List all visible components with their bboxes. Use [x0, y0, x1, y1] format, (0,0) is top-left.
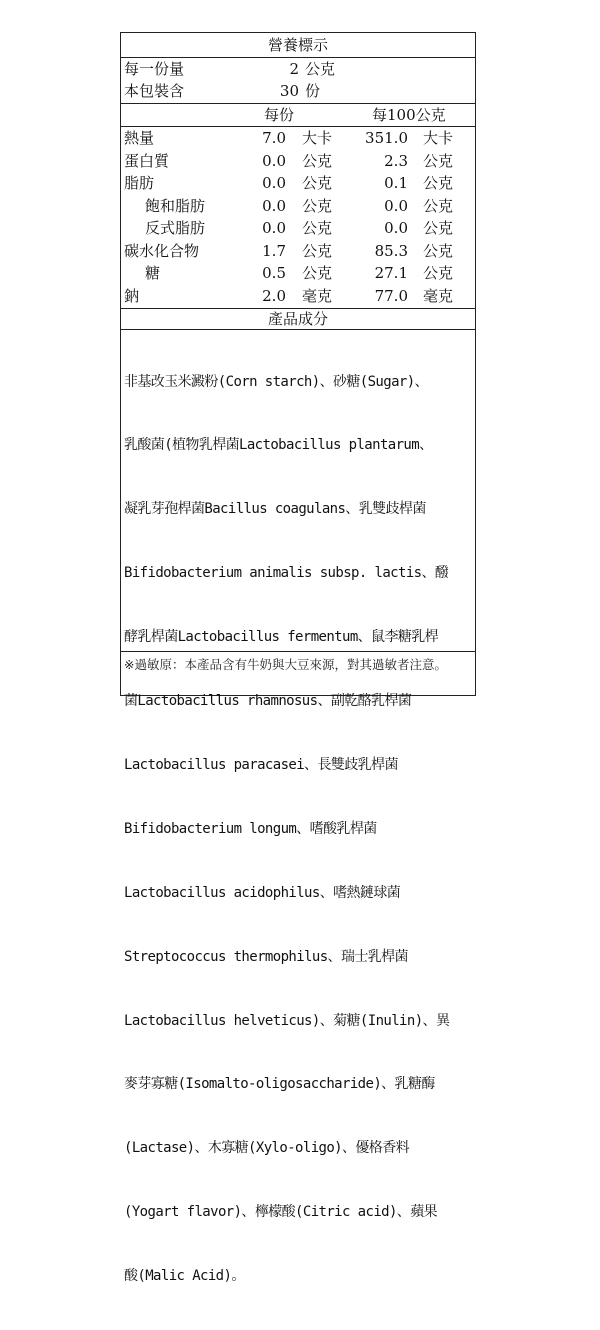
- per-100g-amount: 77.0: [374, 286, 408, 305]
- per-serving-amount: 7.0: [262, 129, 286, 147]
- per-100g-unit: 公克: [423, 219, 454, 237]
- nutrient-name: 蛋白質: [124, 151, 170, 170]
- per-100g-amount: 0.0: [384, 196, 408, 215]
- per-100g-unit: 公克: [423, 151, 454, 170]
- per-serving-unit: 大卡: [302, 129, 333, 147]
- per-serving-amount: 1.7: [262, 241, 286, 260]
- ingredients-line: Lactobacillus acidophilus、嗜熱鏈球菌: [124, 884, 401, 901]
- ingredients-line: Lactobacillus helveticus)、菊糖(Inulin)、異: [124, 1012, 450, 1029]
- ingredients-line: 乳酸菌(植物乳桿菌Lactobacillus plantarum、: [124, 437, 433, 454]
- allergen-note: ※過敏原：本產品含有牛奶與大豆來源，對其過敏者注意。: [124, 657, 447, 672]
- ingredients-line: Bifidobacterium longum、嗜酸乳桿菌: [124, 820, 377, 837]
- nutrient-name: 飽和脂肪: [145, 196, 206, 215]
- per-serving-unit: 公克: [302, 151, 333, 170]
- ingredients-line: 凝乳芽孢桿菌Bacillus coagulans、乳雙歧桿菌: [124, 501, 426, 518]
- nutrient-name: 鈉: [124, 286, 140, 305]
- per-100g-unit: 公克: [423, 241, 454, 260]
- col-per-100g: 每100公克: [372, 106, 446, 124]
- nutrient-table: [121, 127, 475, 307]
- per-serving-unit: 公克: [302, 196, 333, 215]
- divider: [121, 651, 475, 652]
- per-serving-amount: 0.0: [262, 196, 286, 215]
- per-serving-unit: 公克: [302, 174, 333, 192]
- ingredients-line: 麥芽寡糖(Isomalto-oligosaccharide)、乳糖酶: [124, 1076, 435, 1093]
- per-serving-amount: 0.0: [262, 174, 286, 192]
- per-serving-unit: 毫克: [302, 286, 333, 305]
- ingredients-line: Streptococcus thermophilus、瑞士乳桿菌: [124, 948, 408, 965]
- per-serving-unit: 公克: [302, 264, 333, 282]
- per-100g-unit: 公克: [423, 196, 454, 215]
- servings-value: 30: [279, 82, 299, 100]
- label-title: 營養標示: [267, 36, 328, 54]
- per-serving-unit: 公克: [305, 60, 336, 78]
- per-100g-unit: 大卡: [423, 129, 454, 147]
- per-serving-label: 每一份量: [124, 60, 185, 78]
- per-100g-unit: 公克: [423, 264, 454, 282]
- servings-unit: 份: [305, 82, 321, 100]
- ingredients-line: 非基改玉米澱粉(Corn starch)、砂糖(Sugar)、: [124, 373, 428, 390]
- per-100g-unit: 毫克: [423, 286, 454, 305]
- ingredients-line: (Yogart flavor)、檸檬酸(Citric acid)、蘋果: [124, 1204, 438, 1221]
- per-100g-amount: 0.1: [384, 174, 408, 192]
- ingredients-line: 酵乳桿菌Lactobacillus fermentum、鼠李糖乳桿: [124, 629, 439, 646]
- nutrient-name: 碳水化合物: [124, 241, 200, 260]
- per-100g-amount: 0.0: [384, 219, 408, 237]
- ingredients-line: 酸(Malic Acid)。: [124, 1268, 245, 1285]
- per-100g-amount: 85.3: [374, 241, 408, 260]
- per-100g-amount: 2.3: [384, 151, 408, 170]
- nutrient-name: 脂肪: [124, 174, 155, 192]
- per-serving-amount: 0.0: [262, 151, 286, 170]
- per-serving-amount: 0.0: [262, 219, 286, 237]
- ingredients-list: [124, 329, 474, 1330]
- nutrient-name: 糖: [145, 264, 161, 282]
- per-serving-value: 2: [289, 60, 299, 78]
- per-serving-amount: 2.0: [262, 286, 286, 305]
- per-100g-unit: 公克: [423, 174, 454, 192]
- ingredients-line: (Lactase)、木寡糖(Xylo-oligo)、優格香料: [124, 1140, 410, 1157]
- ingredients-title: 產品成分: [267, 310, 328, 328]
- ingredients-line: Lactobacillus paracasei、長雙歧乳桿菌: [124, 756, 398, 773]
- ingredients-line: 菌Lactobacillus rhamnosus、副乾酪乳桿菌: [124, 693, 412, 710]
- ingredients-line: Bifidobacterium animalis subsp. lactis、醱: [124, 565, 449, 582]
- per-100g-amount: 27.1: [374, 264, 408, 282]
- servings-label: 本包裝含: [124, 82, 185, 100]
- col-per-serving: 每份: [264, 106, 295, 124]
- nutrient-name: 反式脂肪: [145, 219, 206, 237]
- per-serving-amount: 0.5: [262, 264, 286, 282]
- per-serving-unit: 公克: [302, 241, 333, 260]
- nutrition-label: [120, 32, 476, 1285]
- per-serving-unit: 公克: [302, 219, 333, 237]
- per-100g-amount: 351.0: [365, 129, 408, 147]
- nutrient-name: 熱量: [124, 129, 155, 147]
